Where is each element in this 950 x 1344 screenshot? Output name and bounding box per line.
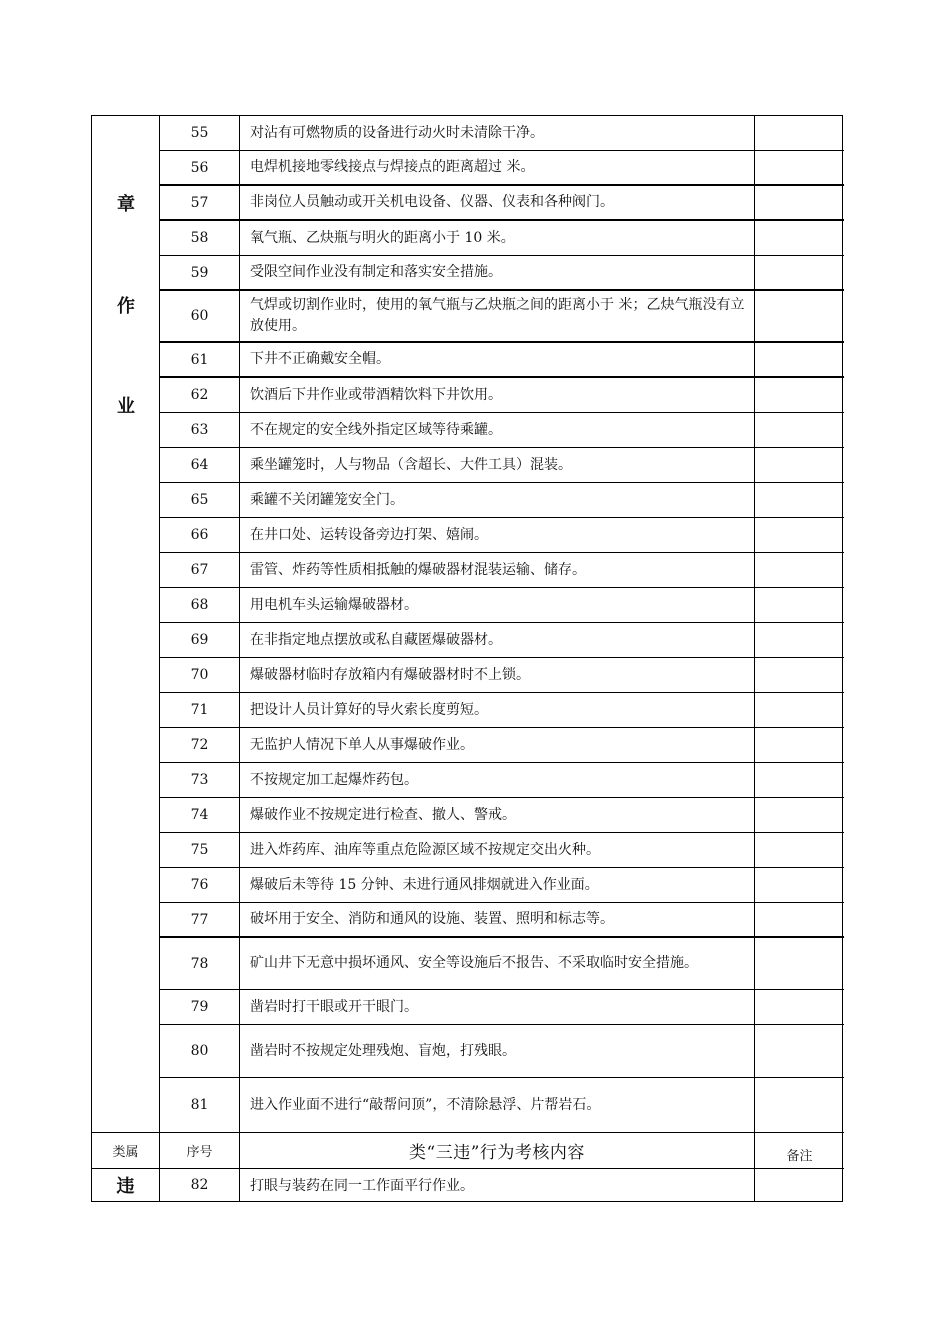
- row-text: 凿岩时打干眼或开干眼门。: [240, 990, 755, 1024]
- row-number: 78: [160, 938, 240, 989]
- header-note: 备注: [786, 1149, 813, 1164]
- row-note: [755, 763, 844, 797]
- row-number: 64: [160, 448, 240, 482]
- table-row: [160, 483, 844, 518]
- row-number: 56: [160, 151, 240, 184]
- row-number: 82: [160, 1169, 240, 1201]
- row-note: [755, 798, 844, 832]
- row-note: [755, 483, 844, 517]
- row-note: [755, 116, 844, 150]
- row-note: [755, 221, 844, 255]
- table-row: [92, 1169, 844, 1201]
- row-text: 乘罐不关闭罐笼安全门。: [240, 483, 755, 517]
- row-text: 非岗位人员触动或开关机电设备、仪器、仪表和各种阀门。: [240, 186, 755, 219]
- table-row: [160, 151, 844, 186]
- table-row: [160, 186, 844, 221]
- table-row: [160, 903, 844, 938]
- row-number: 80: [160, 1025, 240, 1077]
- row-note: [755, 903, 844, 936]
- header-title: 类“三违”行为考核内容: [240, 1133, 755, 1168]
- row-text: 打眼与装药在同一工作面平行作业。: [240, 1169, 755, 1201]
- table-row: [160, 343, 844, 378]
- header-category: 类属: [92, 1133, 160, 1168]
- row-note: [755, 938, 844, 989]
- row-text: 把设计人员计算好的导火索长度剪短。: [240, 693, 755, 727]
- table-row: [160, 553, 844, 588]
- row-text: 不按规定加工起爆炸药包。: [240, 763, 755, 797]
- table-row: [160, 763, 844, 798]
- table-header: [92, 1132, 844, 1169]
- row-text: 在非指定地点摆放或私自藏匿爆破器材。: [240, 623, 755, 657]
- row-note: [755, 291, 844, 341]
- row-number: 60: [160, 291, 240, 341]
- row-number: 67: [160, 553, 240, 587]
- table-row: [160, 116, 844, 151]
- table-row: [160, 693, 844, 728]
- row-number: 72: [160, 728, 240, 762]
- row-note: [755, 693, 844, 727]
- category-char: 业: [117, 396, 135, 417]
- row-note: [755, 990, 844, 1024]
- row-number: 57: [160, 186, 240, 219]
- row-note: [755, 151, 844, 184]
- row-number: 55: [160, 116, 240, 150]
- category-char: 章: [117, 194, 135, 215]
- row-note: [755, 518, 844, 552]
- row-note: [755, 448, 844, 482]
- table-row: [160, 256, 844, 291]
- row-number: 77: [160, 903, 240, 936]
- table-row: [160, 1078, 844, 1132]
- row-note: [755, 588, 844, 622]
- row-number: 61: [160, 343, 240, 376]
- row-text: 氧气瓶、乙炔瓶与明火的距离小于 10 米。: [240, 221, 755, 255]
- row-text: 爆破作业不按规定进行检查、撤人、警戒。: [240, 798, 755, 832]
- row-text: 下井不正确戴安全帽。: [240, 343, 755, 376]
- category-char: 作: [117, 296, 135, 317]
- row-number: 73: [160, 763, 240, 797]
- row-note: [755, 868, 844, 902]
- table-row: [160, 378, 844, 413]
- row-text: 无监护人情况下单人从事爆破作业。: [240, 728, 755, 762]
- row-number: 65: [160, 483, 240, 517]
- row-note: [755, 343, 844, 376]
- row-text: 爆破后未等待 15 分钟、未进行通风排烟就进入作业面。: [240, 868, 755, 902]
- row-note: [755, 833, 844, 867]
- row-text: 进入作业面不进行“敲帮问顶”，不清除悬浮、片帮岩石。: [240, 1078, 755, 1132]
- row-note: [755, 623, 844, 657]
- row-number: 70: [160, 658, 240, 692]
- row-number: 81: [160, 1078, 240, 1132]
- row-text: 乘坐罐笼时，人与物品（含超长、大件工具）混装。: [240, 448, 755, 482]
- row-text: 对沾有可燃物质的设备进行动火时未清除干净。: [240, 116, 755, 150]
- table-row: [160, 938, 844, 990]
- row-note: [755, 1025, 844, 1077]
- header-number: 序号: [160, 1133, 240, 1168]
- row-note: [755, 1169, 844, 1201]
- row-text: 在井口处、运转设备旁边打架、嬉闹。: [240, 518, 755, 552]
- row-note: [755, 413, 844, 447]
- row-number: 79: [160, 990, 240, 1024]
- row-number: 69: [160, 623, 240, 657]
- row-number: 74: [160, 798, 240, 832]
- table-row: [160, 798, 844, 833]
- table-row: [160, 448, 844, 483]
- table-row: [160, 833, 844, 868]
- table-row: [160, 990, 844, 1025]
- row-number: 66: [160, 518, 240, 552]
- row-text: 电焊机接地零线接点与焊接点的距离超过 米。: [240, 151, 755, 184]
- row-number: 62: [160, 378, 240, 412]
- table-row: [160, 623, 844, 658]
- table-row: [160, 658, 844, 693]
- row-note: [755, 378, 844, 412]
- row-text: 破坏用于安全、消防和通风的设施、装置、照明和标志等。: [240, 903, 755, 936]
- row-note: [755, 658, 844, 692]
- table-row: [160, 588, 844, 623]
- row-note: [755, 728, 844, 762]
- row-number: 59: [160, 256, 240, 289]
- table-row: [160, 221, 844, 256]
- table-row: [160, 728, 844, 763]
- violation-table: [91, 115, 843, 1202]
- row-text: 饮酒后下井作业或带酒精饮料下井饮用。: [240, 378, 755, 412]
- row-text: 矿山井下无意中损坏通风、安全等设施后不报告、不采取临时安全措施。: [240, 938, 755, 989]
- row-text: 凿岩时不按规定处理残炮、盲炮，打残眼。: [240, 1025, 755, 1077]
- row-number: 58: [160, 221, 240, 255]
- table-row: [160, 413, 844, 448]
- row-category: 违: [92, 1169, 160, 1201]
- table-row: [160, 518, 844, 553]
- row-text: 用电机车头运输爆破器材。: [240, 588, 755, 622]
- row-number: 76: [160, 868, 240, 902]
- row-note: [755, 1078, 844, 1132]
- row-text: 气焊或切割作业时，使用的氧气瓶与乙炔瓶之间的距离小于 米；乙炔气瓶没有立放使用。: [240, 291, 755, 341]
- row-number: 71: [160, 693, 240, 727]
- row-text: 进入炸药库、油库等重点危险源区域不按规定交出火种。: [240, 833, 755, 867]
- row-text: 受限空间作业没有制定和落实安全措施。: [240, 256, 755, 289]
- row-note: [755, 186, 844, 219]
- table-row: [160, 291, 844, 343]
- row-note: [755, 553, 844, 587]
- row-text: 不在规定的安全线外指定区域等待乘罐。: [240, 413, 755, 447]
- row-number: 63: [160, 413, 240, 447]
- row-note: [755, 256, 844, 289]
- category-column: [92, 116, 160, 1132]
- table-row: [160, 1025, 844, 1078]
- row-text: 爆破器材临时存放箱内有爆破器材时不上锁。: [240, 658, 755, 692]
- row-text: 雷管、炸药等性质相抵触的爆破器材混装运输、储存。: [240, 553, 755, 587]
- row-number: 68: [160, 588, 240, 622]
- row-number: 75: [160, 833, 240, 867]
- table-row: [160, 868, 844, 903]
